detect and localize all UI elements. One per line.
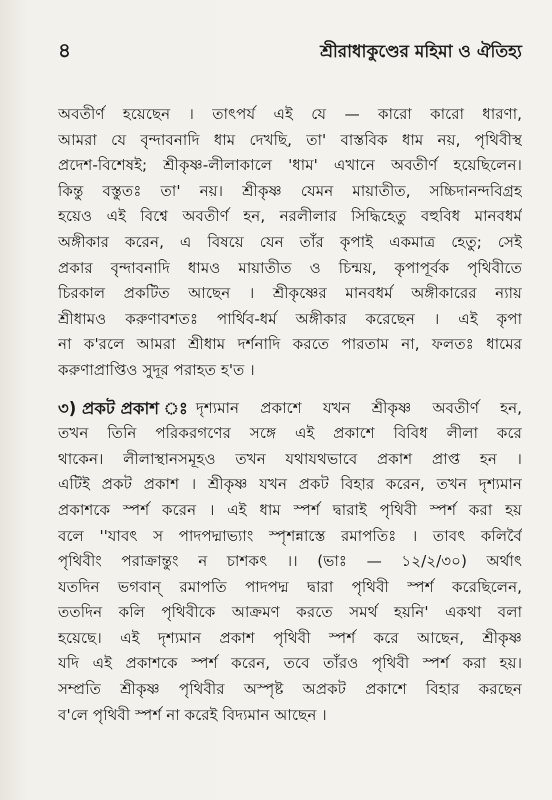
text-line: প্রকার বৃন্দাবনাদি ধামও মায়াতীত ও চিন্ময়, কৃপাপূর্বক পৃথিবীতে xyxy=(58,258,522,277)
body-text xyxy=(58,102,522,728)
paragraph-spacer xyxy=(58,384,522,396)
text-line: সম্প্রতি শ্রীকৃষ্ণ পৃথিবীর অস্পৃষ্ট অপ্রকট প্রকাশে বিহার করছেন xyxy=(58,680,522,699)
text-line: না ক'রলে আমরা শ্রীধাম দর্শনাদি করতে পারতাম না, ফলতঃ ধামের xyxy=(58,335,522,354)
text-line: বলে ''যাবৎ স পাদপদ্মাভ্যাং স্পৃশন্নাস্তে রমাপতিঃ । তাবৎ কলির্বৈ xyxy=(58,526,522,545)
text-line: অবতীর্ণ হয়েছেন । তাৎপর্য এই যে — কারো কারো ধারণা, xyxy=(58,105,522,123)
text-line: প্রদেশ-বিশেষই; শ্রীকৃষ্ণ-লীলাকালে 'ধাম' এখানে অবতীর্ণ হয়েছিলেন। xyxy=(58,156,522,175)
running-title: শ্রীরাধাকুণ্ডের মহিমা ও ঐতিহ্য xyxy=(320,42,522,62)
text-line: তখন তিনি পরিকরগণের সঙ্গে এই প্রকাশে বিবিধ লীলা করে xyxy=(58,424,522,443)
text-line: এটিই প্রকট প্রকাশ । শ্রীকৃষ্ণ যখন প্রকট বিহার করেন, তখন দৃশ্যমান xyxy=(58,475,522,494)
text-line: শ্রীধামও করুণাবশতঃ পার্থিব-ধর্ম অঙ্গীকার করেছেন । এই কৃপা xyxy=(58,309,522,328)
text-line: হয়েও এই বিশ্বে অবতীর্ণ হন, নরলীলার সিদ্ধিহেতু বহুবিধ মানবধর্ম xyxy=(58,207,522,226)
text-line: অঙ্গীকার করেন, এ বিষয়ে যেন তাঁর কৃপাই একমাত্র হেতু; সেই xyxy=(58,232,522,251)
text-line: করুণাপ্রাপ্তিও সুদূর পরাহত হ'ত । xyxy=(58,360,255,379)
paragraph-1 xyxy=(58,102,522,384)
text-line: যতদিন ভগবান্ রমাপতি পাদপদ্ম দ্বারা পৃথিবী স্পর্শ করেছিলেন, xyxy=(58,577,522,596)
text-line: যদি এই প্রকাশকে স্পর্শ করেন, তবে তাঁরও পৃথিবী স্পর্শ করা হয়। xyxy=(58,654,522,673)
text-line: পৃথিবীং পরাক্রান্তুং ন চাশকৎ ।। (ভাঃ — ১২/২/৩০) অর্থাৎ xyxy=(58,552,522,571)
section-first-line xyxy=(58,396,522,422)
text-line: ব'লে পৃথিবী স্পর্শ না করেই বিদ্যমান আছেন । xyxy=(58,705,327,724)
text-line: চিরকাল প্রকটিত আছেন । শ্রীকৃষ্ণের মানবধর্ম অঙ্গীকারের ন্যায় xyxy=(58,284,522,303)
page-number: ৪ xyxy=(58,38,71,62)
text-line: ততদিন কলি পৃথিবীকে আক্রমণ করতে সমর্থ হয়নি' একথা বলা xyxy=(58,603,522,622)
text-line: কিন্তু বস্তুতঃ তা' নয়। শ্রীকৃষ্ণ যেমন মায়াতীত, সচ্চিদানন্দবিগ্রহ xyxy=(58,181,522,200)
text-line: থাকেন। লীলাস্থানসমূহও তখন যথাযথভাবে প্রকাশ প্রাপ্ত হন । xyxy=(58,449,522,468)
section-prakat-prakash xyxy=(58,396,522,729)
text-line: প্রকাশকে স্পর্শ করেন । এই ধাম স্পর্শ দ্বারাই পৃথিবী স্পর্শ করা হয় xyxy=(58,500,522,519)
text-line: দৃশ্যমান প্রকাশে যখন শ্রীকৃষ্ণ অবতীর্ণ হন, xyxy=(195,398,522,417)
text-line: হয়েছে। এই দৃশ্যমান প্রকাশ পৃথিবী স্পর্শ করে আছেন, শ্রীকৃষ্ণ xyxy=(58,628,522,647)
page-header xyxy=(58,36,522,72)
text-line: আমরা যে বৃন্দাবনাদি ধাম দেখছি, তা' বাস্তবিক ধাম নয়, পৃথিবীস্থ xyxy=(58,130,522,149)
section-heading: ৩) প্রকট প্রকাশ ঃ xyxy=(58,398,188,418)
